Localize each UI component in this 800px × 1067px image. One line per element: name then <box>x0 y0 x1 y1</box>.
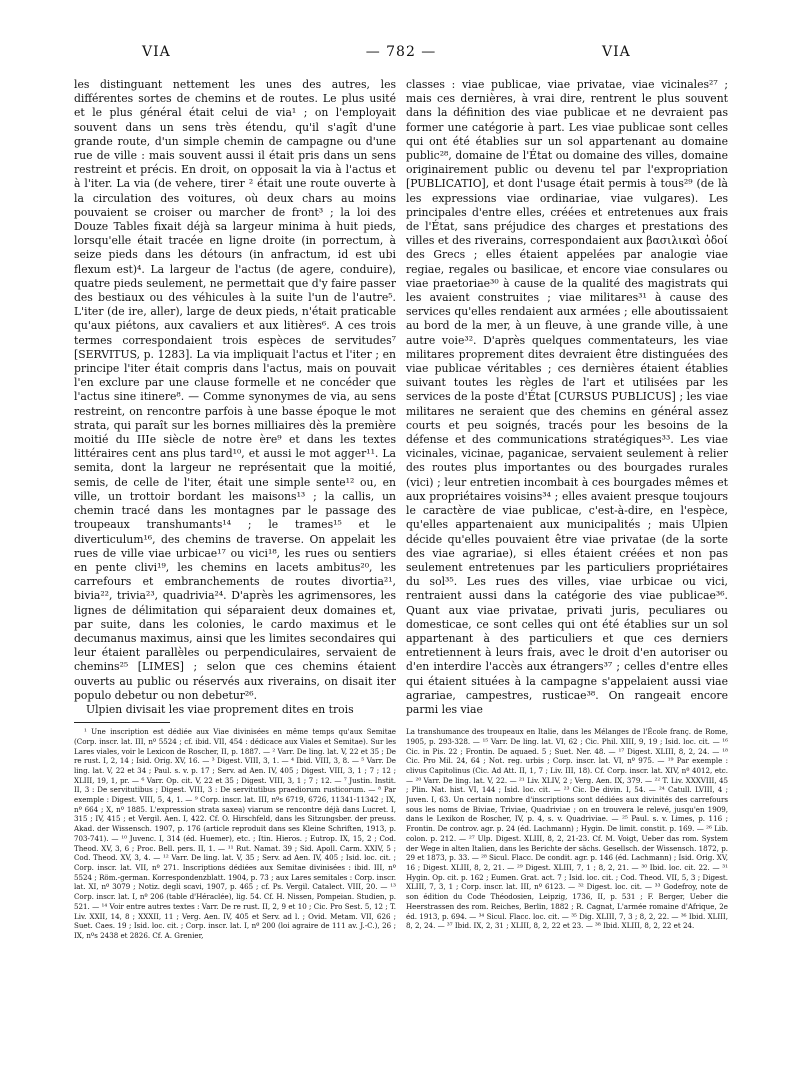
left-column <box>74 78 396 1050</box>
running-header <box>62 40 740 76</box>
right-body-text <box>406 78 728 717</box>
right-paragraph-1: classes : viae publicae, viae privatae, viae vicinales²⁷ ; mais ces dernières, à vrai dire, rentrent le plus souvent dans la définition des viae publicae et ne devraient pas former une catégorie à part. Les viae publicae sont celles qui ont été établies sur un sol appartenant au domaine public²⁸, domaine de l'État ou domaine des villes, domaine originairement public ou devenu tel par l'expropriation [PUBLICATIO], et dont l'usage était permis à tous²⁹ (de là les expressions viae ordinariae, viae vulgares). Les principales d'entre elles, créées et entretenues aux frais de l'État, sans préjudice des charges et prestations des villes et des riverains, correspondaient aux βασιλικαὶ ὁδοί des Grecs ; elles étaient appelées par analogie viae regiae, regales ou basilicae, et encore viae consulares ou viae praetoriae³⁰ à cause de la qualité des magistrats qui les avaient construites ; viae militares³¹ à cause des services qu'elles rendaient aux armées ; elle aboutissaient au bord de la mer, à un fleuve, à une grande ville, à une autre voie³². D'après quelques commentateurs, les viae militares proprement dites devraient être distinguées des viae publicae véritables ; ces dernières étaient établies suivant toutes les règles de l'art et utilisées par les services de la poste d'État [CURSUS PUBLICUS] ; les viae militares ne seraient que des chemins en général assez courts et peu soignés, tracés pour les besoins de la défense et des communications stratégiques³³. Les viae vicinales, vicinae, paganicae, servaient seulement à relier des routes plus importantes ou des bourgades rurales (vici) ; leur entretien incombait à ces bourgades mêmes et aux propriétaires voisins³⁴ ; elles avaient presque toujours le caractère de viae publicae, c'est-à-dire, en l'espèce, qu'elles appartenaient aux municipalités ; mais Ulpien décide qu'elles pouvaient être viae privatae (de la sorte des viae agrariae), si elles étaient créées et non pas seulement entretenues par les particuliers propriétaires du sol³⁵. Les rues des villes, viae urbicae ou vici, rentraient aussi dans la catégorie des viae publicae³⁶. Quant aux viae privatae, privati juris, peculiares ou domesticae, ce sont celles qui ont été établies sur un sol appartenant à des particuliers et que ces derniers entretiennent à leurs frais, avec le droit d'en autoriser ou d'en interdire l'accès aux étrangers³⁷ ; celles d'entre elles qui étaient situées à la campagne s'appelaient aussi viae agrariae, campestres, rusticae³⁸. On rangeait encore parmi les viae <box>406 78 728 716</box>
right-footnote-block: La transhumance des troupeaux en Italie, dans les Mélanges de l'École franç. de Rome, 1905, p. 293-328. — ¹⁵ Varr. De ling. lat. VI, 62 ; Cic. Phil. XIII, 9, 19 ; Isid. loc. cit. — ¹⁶ Cic. in Pis. 22 ; Frontin. De aquaed. 5 ; Suet. Ner. 48. — ¹⁷ Digest. XLIII, 8, 2, 24. — ¹⁸ Cic. Pro Mil. 24, 64 ; Not. reg. urbis ; Corp. inscr. lat. VI, nº 975. — ¹⁹ Par exemple : clivus Capitolinus (Cic. Ad Att. II, 1, 7 ; Liv. III, 18). Cf. Corp. inscr. lat. XIV, nº 4012, etc. — ²⁰ Varr. De ling. lat. V, 22. — ²¹ Liv. XLIV, 2 ; Verg. Aen. IX, 379. — ²² T. Liv. XXXVIII, 45 ; Plin. Nat. hist. VI, 144 ; Isid. loc. cit. — ²³ Cic. De divin. I, 54. — ²⁴ Catull. LVIII, 4 ; Juven. I, 63. Un certain nombre d'inscriptions sont dédiées aux divinités des carrefours sous les noms de Biviae, Triviae, Quadriviae ; on en trouvera le relevé, jusqu'en 1909, dans le Lexikon de Roscher, IV, p. 4, s. v. Quadriviae. — ²⁵ Paul. s. v. Limes, p. 116 ; Frontin. De controv. agr. p. 24 (éd. Lachmann) ; Hygin. De limit. constit. p. 169. — ²⁶ Lib. colon. p. 212. — ²⁷ Ulp. Digest. XLIII, 8, 2, 21-23. Cf. M. Voigt, Ueber das rom. System der Wege in alten Italien, dans les Berichte der sächs. Gesellsch. der Wissensch. 1872, p. 29 et 1873, p. 33. — ²⁸ Sicul. Flacc. De condit. agr. p. 146 (éd. Lachmann) ; Isid. Orig. XV, 16 ; Digest. XLIII, 8, 2, 21. — ²⁹ Digest. XLIII, 7, 1 ; 8, 2, 21. — ³⁰ Ibid. loc. cit. 22. — ³¹ Hygin. Op. cit. p. 162 ; Eumen. Grat. act. 7 ; Isid. loc. cit. ; Cod. Theod. VII, 5, 3 ; Digest. XLIII, 7, 3, 1 ; Corp. inscr. lat. III, nº 6123. — ³² Digest. loc. cit. — ³³ Godefroy, note de son édition du Code Théodosien, Leipzig, 1736, II, p. 531 ; F. Berger, Ueber die Heerstrassen des rom. Reiches, Berlin, 1882 ; R. Cagnat, L'armée romaine d'Afrique, 2e éd. 1913, p. 694. — ³⁴ Sicul. Flacc. loc. cit. — ³⁵ Dig. XLIII, 7, 3 ; 8, 2, 22. — ³⁶ Ibid. XLIII, 8, 2, 24. — ³⁷ Ibid. IX, 2, 31 ; XLIII, 8, 2, 22 et 23. — ³⁸ Ibid. XLIII, 8, 2, 22 et 24. <box>406 727 728 931</box>
left-paragraph-2: Ulpien divisait les viae proprement dites en trois <box>86 702 354 716</box>
left-footnote-block: ¹ Une inscription est dédiée aux Viae divinisées en même temps qu'aux Semitae (Corp. inscr. lat. III, nº 5524 ; cf. ibid. VII, 454 : dédicace aux Viales et Semitae). Sur les Lares viales, voir le Lexicon de Roscher, II, p. 1887. — ² Varr. De ling. lat. V, 22 et 35 ; De re rust. I, 2, 14 ; Isid. Orig. XV, 16. — ³ Digest. VIII, 3, 1. — ⁴ Ibid. VIII, 3, 8. — ⁵ Varr. De ling. lat. V, 22 et 34 ; Paul. s. v. p. 17 ; Serv. ad Aen. IV, 405 ; Digest. VIII, 3, 1 ; 7 ; 12 ; XLIII, 19, 1, pr. — ⁶ Varr. Op. cit. V, 22 et 35 ; Digest. VIII, 3, 1 ; 7 ; 12. — ⁷ Justin. Instit. II, 3 : De servitutibus ; Digest. VIII, 3 : De servitutibus praediorum rusticorum. — ⁸ Par exemple : Digest. VIII, 5, 4, 1. — ⁹ Corp. inscr. lat. III, nºs 6719, 6726, 11341-11342 ; IX, nº 664 ; X, nº 1885. L'expression strata saxea) viarum se rencontre déjà dans Lucret. I, 315 ; IV, 415 ; et Vergil. Aen. I, 422. Cf. O. Hirschfeld, dans les Sitzungsber. der preuss. Akad. der Wissensch. 1907, p. 176 (article reproduit dans ses Kleine Schriften, 1913, p. 703-741). — ¹⁰ Juvenc. I, 314 (éd. Huemer), etc. ; Itin. Hieros. ; Eutrop. IX, 15, 2 ; Cod. Theod. XV, 3, 6 ; Proc. Bell. pers. II, 1. — ¹¹ Rut. Namat. 39 ; Sid. Apoll. Carm. XXIV, 5 ; Cod. Theod. XV, 3, 4. — ¹² Varr. De ling. lat. V, 35 ; Serv. ad Aen. IV, 405 ; Isid. loc. cit. ; Corp. inscr. lat. VII, nº 271. Inscriptions dédiées aux Semitae divinisées : ibid. III, nº 5524 ; Röm.-german. Korrespondenzblatt. 1904, p. 73 ; aux Lares semitales : Corp. inscr. lat. XI, nº 3079 ; Notiz. degli scavi, 1907, p. 465 ; cf. Ps. Vergil. Catalect. VIII, 20. — ¹³ Corp. inscr. lat. I, nº 206 (table d'Héraclée), lig. 54. Cf. H. Nissen, Pompeian. Studien, p. 521. — ¹⁴ Voir entre autres textes : Varr. De re rust. II, 2, 9 et 10 ; Cic. Pro Sest. 5, 12 ; T. Liv. XXII, 14, 8 ; XXXII, 11 ; Verg. Aen. IV, 405 et Serv. ad l. ; Ovid. Metam. VII, 626 ; Suet. Caes. 19 ; Isid. loc. cit. ; Corp. inscr. lat. I, nº 200 (loi agraire de 111 av. J.-C.), 26 ; IX, nºs 2438 et 2826. Cf. A. Grenier, <box>74 727 396 940</box>
right-column <box>406 78 728 1050</box>
page <box>62 40 740 1050</box>
left-footnotes <box>74 727 396 940</box>
footnote-separator <box>74 722 170 723</box>
two-column-body <box>62 78 740 1050</box>
page-number: — 782 — <box>365 44 437 60</box>
header-left-title: VIA <box>142 44 171 60</box>
right-footnotes <box>406 727 728 931</box>
left-paragraph-1: les distinguant nettement les unes des autres, les différentes sortes de chemins et de routes. Le plus usité et le plus général était celui de via¹ ; on l'employait souvent dans un sens très étendu, qu'il s'agît d'une grande route, d'un simple chemin de campagne ou d'une rue de ville : mais souvent aussi il était pris dans un sens restreint et précis. En droit, on opposait la via à l'actus et à l'iter. La via (de vehere, tirer ² était une route ouverte à la circulation des voitures, où deux chars au moins pouvaient se croiser ou marcher de front³ ; la loi des Douze Tables fixait déjà sa largeur minima à huit pieds, lorsqu'elle était tracée en ligne droite (in porrectum, à seize pieds dans les détours (in anfractum, id est ubi flexum est)⁴. La largeur de l'actus (de agere, conduire), quatre pieds seulement, ne permettait que d'y faire passer des bestiaux ou des véhicules à la suite l'un de l'autre⁵. L'iter (de ire, aller), large de deux pieds, n'était praticable qu'aux piétons, aux cavaliers et aux litières⁶. A ces trois termes correspondaient trois espèces de servitudes⁷ [SERVITUS, p. 1283]. La via impliquait l'actus et l'iter ; en principe l'iter était compris dans l'actus, mais on pouvait l'en exclure par une clause formelle et ne concéder que l'actus sine itinere⁸. — Comme synonymes de via, au sens restreint, on rencontre parfois à une basse époque le mot strata, qui paraît sur les bornes milliaires dès la première moitié du IIIe siècle de notre ère⁹ et dans les textes littéraires cent ans plus tard¹⁰, et aussi le mot agger¹¹. La semita, dont la largeur ne représentait que la moitié, semis, de celle de l'iter, était une simple sente¹² ou, en ville, un trottoir bordant les maisons¹³ ; la callis, un chemin tracé dans les montagnes par le passage des troupeaux transhumants¹⁴ ; le trames¹⁵ et le diverticulum¹⁶, des chemins de traverse. On appelait les rues de ville viae urbicae¹⁷ ou vici¹⁸, les rues ou sentiers en pente clivi¹⁹, les chemins en lacets ambitus²⁰, les carrefours et embranchements de routes divortia²¹, bivia²², trivia²³, quadrivia²⁴. D'après les agrimensores, les lignes de délimitation qui séparaient deux domaines et, par suite, dans les colonies, le cardo maximus et le decumanus maximus, ainsi que les limites secondaires qui leur étaient parallèles ou perpendiculaires, servaient de chemins²⁵ [LIMES] ; selon que ces chemins étaient ouverts au public ou réservés aux riverains, on disait iter populo debetur ou non debetur²⁶. <box>74 78 396 702</box>
header-right-title: VIA <box>602 44 631 60</box>
left-body-text <box>74 78 396 717</box>
